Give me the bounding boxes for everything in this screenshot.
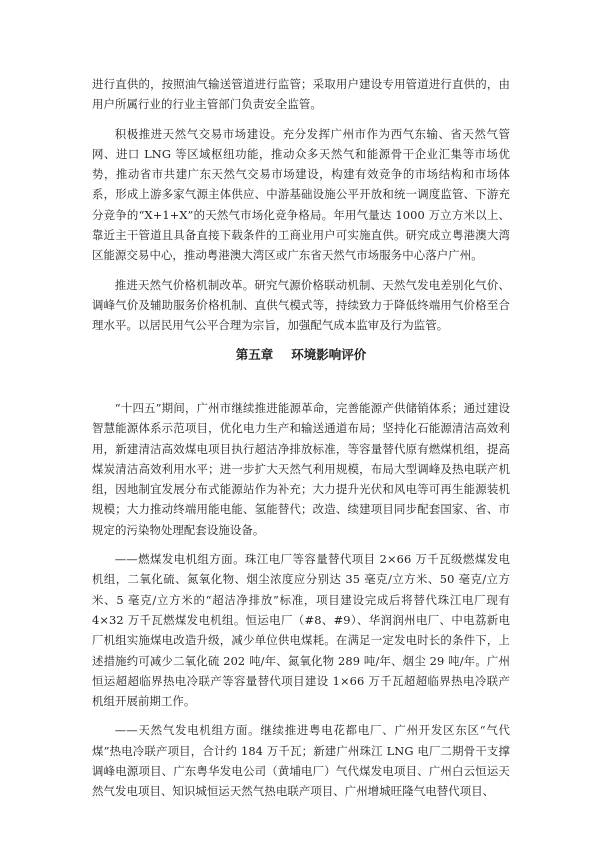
chapter-title: 环境影响评价 <box>291 347 367 362</box>
paragraph-gas-price-reform: 推进天然气价格机制改革。研究气源价格联动机制、天然气发电差别化气价、调峰气价及辅助服务价格机制、直供气模式等，持续致力于降低终端用气价格至合理水平。以居民用气公平合理为宗旨，加强配气成本监审及行为监管。 <box>92 277 510 333</box>
section-bottom <box>92 398 510 802</box>
paragraph-coal-power-units: ——燃煤发电机组方面。珠江电厂等容量替代项目 2×66 万千瓦级燃煤发电机组，二氧化硫、氮氧化物、烟尘浓度应分别达 35 毫克/立方米、50 毫克/立方米、5 毫克/立方米的“超洁净排放”标准，项目建设完成后将替代珠江电厂现有 4×32 万千瓦燃煤发电机组。恒运电厂（#8、#9）、华润润州电厂、中电荔新电厂机组实施煤电改造升级，减少单位供电煤耗。在满足一定发电时长的条件下，上述措施约可减少二氧化硫 202 吨/年、氮氧化物 289 吨/年、烟尘 29 吨/年。广州恒运超超临界热电冷联产等容量替代项目建设 1×66 万千瓦超超临界热电冷联产机组开展前期工作。 <box>92 552 510 709</box>
section-top <box>92 74 510 336</box>
chapter-heading <box>92 345 510 363</box>
paragraph-14th-five-year: “十四五”期间，广州市继续推进能源革命，完善能源产供储销体系；通过建设智慧能源体系示范项目，优化电力生产和输送通道布局；坚持化石能源清洁高效利用，新建清洁高效煤电项目执行超洁净排放标准，等容量替代原有燃煤机组，提高煤炭清洁高效利用水平；进一步扩大天然气利用规模，布局大型调峰及热电联产机组，因地制宜发展分布式能源站作为补充；大力提升光伏和风电等可再生能源装机规模；大力推动终端用能电能、氢能替代；改造、续建项目同步配套国家、省、市规定的污染物处理配套设施设备。 <box>92 401 510 537</box>
chapter-number: 第五章 <box>235 347 274 362</box>
paragraph-gas-power-units: ——天然气发电机组方面。继续推进粤电花都电厂、广州开发区东区“气代煤”热电冷联产项目，合计约 184 万千瓦；新建广州珠江 LNG 电厂二期骨干支撑调峰电源项目、广东粤华发电公司（黄埔电厂）气代煤发电项目、广州白云恒运天然气发电项目、知识城恒运天然气热电联产项目、广州增城旺隆气电替代项目、 <box>92 723 510 799</box>
paragraph-gas-trading-market: 积极推进天然气交易市场建设。充分发挥广州市作为西气东输、省天然气管网、进口 LNG 等区域枢纽功能，推动众多天然气和能源骨干企业汇集等市场优势，推动省市共建广东天然气交易市场建设，构建有效竞争的市场结构和市场体系，形成上游多家气源主体供应、中游基础设施公平开放和统一调度监管、下游充分竞争的“X+1+X”的天然气市场化竞争格局。年用气量达 1000 万立方米以上、靠近主干管道且具备直接下载条件的工商业用户可实施直供。研究成立粤港澳大湾区能源交易中心，推动粤港澳大湾区或广东省天然气市场服务中心落户广州。 <box>92 126 510 263</box>
paragraph-continuation: 进行直供的，按照油气输送管道进行监管；采取用户建设专用管道进行直供的，由用户所属行业的行业主管部门负责安全监管。 <box>92 77 510 112</box>
